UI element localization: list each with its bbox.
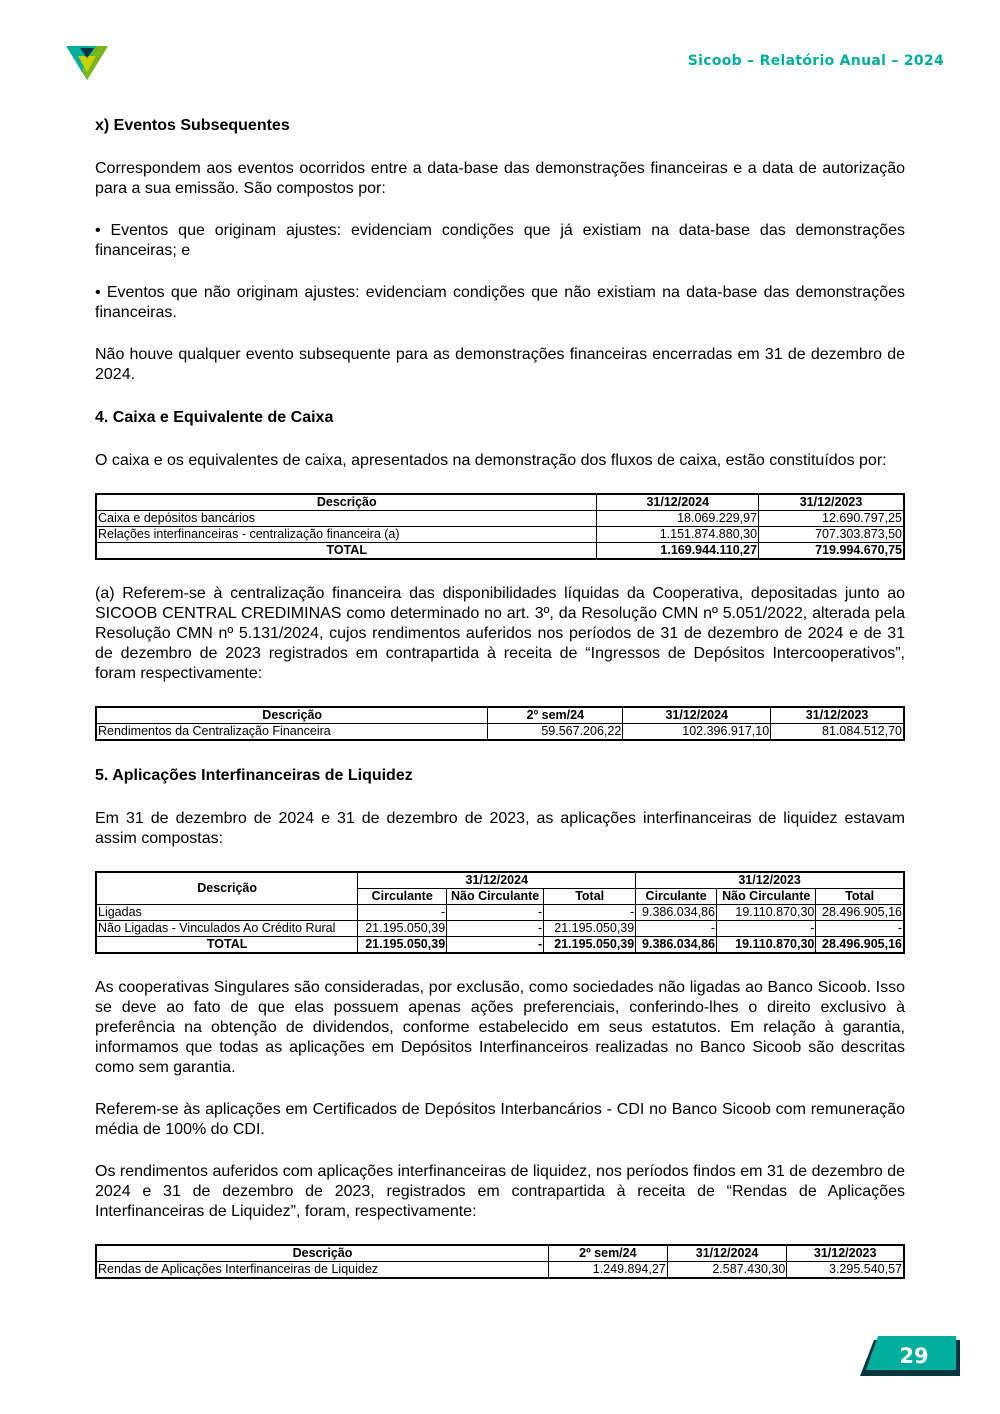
table-header: Não Circulante xyxy=(717,889,816,905)
table-header: Descrição xyxy=(96,872,358,905)
table-header: Total xyxy=(816,889,904,905)
table-cell: 12.690.797,25 xyxy=(759,511,904,527)
table-header: Descrição xyxy=(96,494,597,511)
paragraph: Referem-se às aplicações em Certificados de Depósitos Interbancários - CDI no Banco Sicoob com remuneração média de 100% do CDI. xyxy=(95,1101,905,1138)
table-cell: 1.249.894,27 xyxy=(548,1262,667,1279)
paragraph: Em 31 de dezembro de 2024 e 31 de dezembro de 2023, as aplicações interfinanceiras de liquidez estavam assim compostas: xyxy=(95,810,905,847)
table-header: 31/12/2024 xyxy=(597,494,759,511)
centralizacao-table xyxy=(95,706,905,741)
table-header: Circulante xyxy=(358,889,447,905)
paragraph: • Eventos que originam ajustes: evidenciam condições que já existiam na data-base das demonstrações financeiras; e xyxy=(95,222,905,259)
caixa-table xyxy=(95,493,905,560)
table-cell: 1.151.874.880,30 xyxy=(597,527,759,543)
table-header: Descrição xyxy=(96,707,488,724)
table-cell: 59.567.206,22 xyxy=(488,724,623,741)
table-cell: 1.169.944.110,27 xyxy=(597,543,759,560)
table-cell: Rendimentos da Centralização Financeira xyxy=(96,724,488,741)
section-heading-aplicacoes: 5. Aplicações Interfinanceiras de Liquidez xyxy=(95,767,413,784)
table-header-row xyxy=(96,494,904,511)
paragraph: Os rendimentos auferidos com aplicações interfinanceiras de liquidez, nos períodos findos em 31 de dezembro de 2024 e 31 de dezembro de 2023, registrados em contrapartida à receita de “Rendas de Aplicações Interfinanceiras de Liquidez”, foram, respectivamente: xyxy=(95,1163,905,1220)
table-header: Não Circulante xyxy=(447,889,544,905)
table-cell: - xyxy=(544,905,636,921)
table-header: Descrição xyxy=(96,1245,548,1262)
section-heading-caixa: 4. Caixa e Equivalente de Caixa xyxy=(95,409,334,426)
table-header: 31/12/2023 xyxy=(787,1245,904,1262)
paragraph: Correspondem aos eventos ocorridos entre a data-base das demonstrações financeiras e a data de autorização para a sua emissão. São compostos por: xyxy=(95,160,905,197)
table-row xyxy=(96,527,904,543)
report-header-title: Sicoob – Relatório Anual – 2024 xyxy=(687,53,944,69)
paragraph: (a) Referem-se à centralização financeira das disponibilidades líquidas da Cooperativa, depositadas junto ao SICOOB CENTRAL CREDIMINAS como determinado no art. 3º, da Resolução CMN nº 5.051/2022, alterada pela Resolução CMN nº 5.131/2024, cujos rendimentos auferidos nos períodos de 31 de dezembro de 2024 e de 31 de dezembro de 2023 registrados em contrapartida à receita de “Ingressos de Depósitos Intercooperativos”, foram respectivamente: xyxy=(95,585,905,682)
table-cell: - xyxy=(447,921,544,937)
table-row xyxy=(96,905,904,921)
table-cell: 18.069.229,97 xyxy=(597,511,759,527)
table-header: 31/12/2024 xyxy=(667,1245,787,1262)
table-cell: 2.587.430,30 xyxy=(667,1262,787,1279)
table-cell: 28.496.905,16 xyxy=(816,937,904,954)
paragraph: • Eventos que não originam ajustes: evidenciam condições que não existiam na data-base das demonstrações financeiras. xyxy=(95,284,905,321)
table-cell: 9.386.034,86 xyxy=(636,905,717,921)
table-cell: 3.295.540,57 xyxy=(787,1262,904,1279)
table-cell: Rendas de Aplicações Interfinanceiras de Liquidez xyxy=(96,1262,548,1279)
table-header: Circulante xyxy=(636,889,717,905)
sicoob-logo-icon xyxy=(66,44,108,82)
table-cell: Caixa e depósitos bancários xyxy=(96,511,597,527)
table-cell: TOTAL xyxy=(96,543,597,560)
table-row xyxy=(96,921,904,937)
table-cell: 21.195.050,39 xyxy=(544,937,636,954)
table-cell: 28.496.905,16 xyxy=(816,905,904,921)
rendas-table xyxy=(95,1244,905,1279)
page-content xyxy=(95,115,905,1279)
table-cell: 21.195.050,39 xyxy=(544,921,636,937)
paragraph: As cooperativas Singulares são consideradas, por exclusão, como sociedades não ligadas ao Banco Sicoob. Isso se deve ao fato de que elas possuem apenas ações preferenciais, conferindo-lhes o direito exclusivo à preferência na obtenção de dividendos, conforme estabelecido em seus estatutos. Em relação à garantia, informamos que todas as aplicações em Depósitos Interfinanceiros realizadas no Banco Sicoob são descritas como sem garantia. xyxy=(95,979,905,1076)
table-cell: 81.084.512,70 xyxy=(771,724,904,741)
table-header: 2º sem/24 xyxy=(488,707,623,724)
table-cell: 102.396.917,10 xyxy=(623,724,771,741)
table-cell: 719.994.670,75 xyxy=(759,543,904,560)
table-cell: 21.195.050,39 xyxy=(358,937,447,954)
table-cell: Relações interfinanceiras - centralização financeira (a) xyxy=(96,527,597,543)
table-cell: 9.386.034,86 xyxy=(636,937,717,954)
table-cell: - xyxy=(447,905,544,921)
table-total-row xyxy=(96,937,904,954)
table-cell: 21.195.050,39 xyxy=(358,921,447,937)
table-header-row xyxy=(96,1245,904,1262)
table-group-header: 31/12/2024 xyxy=(358,872,636,889)
table-total-row xyxy=(96,543,904,560)
aplicacoes-table xyxy=(95,871,905,954)
table-header-row xyxy=(96,707,904,724)
table-header: 31/12/2024 xyxy=(623,707,771,724)
table-header: 2º sem/24 xyxy=(548,1245,667,1262)
table-cell: 19.110.870,30 xyxy=(717,937,816,954)
table-cell: - xyxy=(816,921,904,937)
table-row xyxy=(96,511,904,527)
table-cell: - xyxy=(636,921,717,937)
paragraph: Não houve qualquer evento subsequente para as demonstrações financeiras encerradas em 31 de dezembro de 2024. xyxy=(95,346,905,383)
table-header: 31/12/2023 xyxy=(771,707,904,724)
table-row xyxy=(96,724,904,741)
table-cell: - xyxy=(358,905,447,921)
table-cell: - xyxy=(717,921,816,937)
table-cell: TOTAL xyxy=(96,937,358,954)
paragraph: O caixa e os equivalentes de caixa, apresentados na demonstração dos fluxos de caixa, estão constituídos por: xyxy=(95,452,887,469)
table-group-header: 31/12/2023 xyxy=(636,872,904,889)
table-cell: Ligadas xyxy=(96,905,358,921)
table-header: 31/12/2023 xyxy=(759,494,904,511)
table-header-row xyxy=(96,872,904,889)
table-cell: 707.303.873,50 xyxy=(759,527,904,543)
table-row xyxy=(96,1262,904,1279)
table-header: Total xyxy=(544,889,636,905)
table-cell: - xyxy=(447,937,544,954)
section-heading-eventos: x) Eventos Subsequentes xyxy=(95,117,290,134)
page-number: 29 xyxy=(899,1344,929,1368)
table-cell: 19.110.870,30 xyxy=(717,905,816,921)
table-cell: Não Ligadas - Vinculados Ao Crédito Rural xyxy=(96,921,358,937)
